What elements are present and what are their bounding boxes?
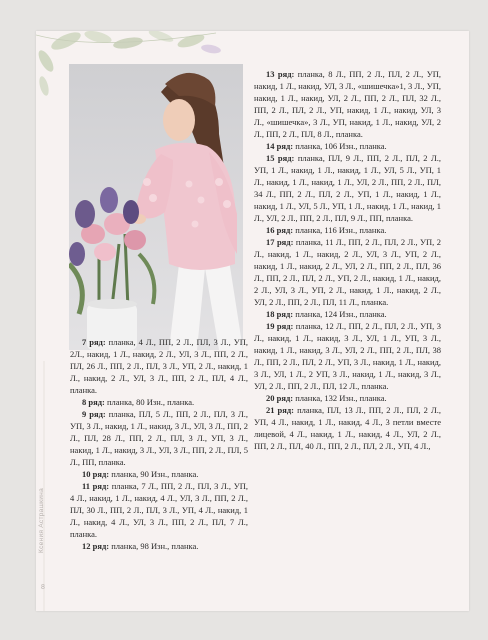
row-text: планка, 98 Изн., планка. xyxy=(109,541,199,551)
row-label: 8 ряд: xyxy=(82,397,105,407)
left-text-column xyxy=(70,336,248,552)
row-paragraph xyxy=(254,152,441,224)
author-name: Ксения Астрашкина xyxy=(38,488,45,554)
row-paragraph xyxy=(254,392,441,404)
row-text: планка, 90 Изн., планка. xyxy=(109,469,199,479)
row-label: 12 ряд: xyxy=(82,541,110,551)
row-label: 21 ряд: xyxy=(266,405,295,415)
row-label: 7 ряд: xyxy=(82,337,106,347)
row-paragraph xyxy=(254,308,441,320)
row-text: планка, 132 Изн., планка. xyxy=(293,393,387,403)
row-label: 14 ряд: xyxy=(266,141,294,151)
row-text: планка, 124 Изн., планка. xyxy=(293,309,387,319)
row-paragraph xyxy=(254,320,441,392)
row-text: планка, 106 Изн., планка. xyxy=(293,141,387,151)
row-paragraph xyxy=(254,68,441,140)
row-text: планка, 4 Л., ПП, 2 Л., ПЛ, 3 Л., УП, 2Л., накид, 1 Л., накид, 2 Л., УЛ, 3 Л., ПП, 2 Л., ПЛ, 26 Л., ПП, 2 Л., ПЛ, 3 Л., УП, 2 Л., накид, 1 Л., накид, 2 Л., УЛ, 3 Л., ПП, 2 Л., ПЛ, 4 Л., планка. xyxy=(70,337,248,395)
row-text: планка, 80 Изн., планка. xyxy=(104,397,195,407)
row-label: 11 ряд: xyxy=(82,481,110,491)
row-text: планка, 8 Л., ПП, 2 Л., ПЛ, 2 Л., УП, накид, 1 Л., накид, УЛ, 3 Л., «шишечка»1, 3 Л., УП, накид, 1 Л., накид, УЛ, 2 Л., ПП, 2 Л., ПЛ, 32 Л., ПП, 2 Л., ПЛ, 2 Л., УП, накид, 1 Л., накид, УЛ, 3 Л., «шишечка», 3 Л., УП, накид, 1 Л., накид, УЛ, 2 Л., ПП, 2 Л., ПЛ, 8 Л., планка. xyxy=(254,69,441,139)
row-paragraph xyxy=(70,540,248,552)
row-paragraph xyxy=(254,140,441,152)
row-text: планка, ПЛ, 9 Л., ПП, 2 Л., ПЛ, 2 Л., УП, 1 Л., накид, 1 Л., накид, 1 Л., УЛ, 5 Л., УП, 1 Л., накид, 1 Л., накид, 1 Л., УЛ, 2 Л., ПП, 2 Л., ПЛ, 34 Л., ПП, 2 Л., ПЛ, 2 Л., УП, 1 Л., накид, 1 Л., накид, 1 Л., УЛ, 5 Л., УП, 1 Л., накид, 1 Л., накид, 1 Л., УЛ, 2 Л., ПП, 2 Л., ПЛ, 9 Л., ПП, планка. xyxy=(254,153,441,223)
row-label: 19 ряд: xyxy=(266,321,294,331)
row-label: 10 ряд: xyxy=(82,469,110,479)
row-label: 13 ряд: xyxy=(266,69,295,79)
row-label: 15 ряд: xyxy=(266,153,295,163)
row-paragraph xyxy=(70,396,248,408)
row-paragraph xyxy=(70,480,248,540)
row-text: планка, 12 Л., ПП, 2 Л., ПЛ, 2 Л., УП, 3 Л., накид, 1 Л., накид, 3 Л., УЛ, 1 Л., УП, 3 Л., накид, 1 Л., накид, 3 Л., УЛ, 2 Л., ПП, 2 Л., ПЛ, 38 Л., ПП, 2 Л., ПЛ, 2 Л., УП, 3 Л., накид, 1 Л., накид, 3 Л., УЛ, 1 Л., 2 УП, 3 Л., накид, 1 Л., накид, 3 Л., УЛ, 2 Л., ПП, 2 Л., ПЛ, 12 Л., планка. xyxy=(254,321,441,391)
right-text-column xyxy=(254,68,441,452)
row-paragraph xyxy=(254,404,441,452)
row-text: планка, 116 Изн., планка. xyxy=(293,225,387,235)
page-number: 8 xyxy=(41,584,45,591)
row-text: планка, ПЛ, 13 Л., ПП, 2 Л., ПЛ, 2 Л., УП, 4 Л., накид, 1 Л., накид, 4 Л., 3 петли вместе лицевой, 4 Л., накид, 1 Л., накид, 4 Л., УЛ, 2 Л., ПП, 2 Л., ПЛ, 40 Л., ПП, 2 Л., ПЛ, 2 Л., УП, 4 Л., xyxy=(254,405,441,451)
row-label: 20 ряд: xyxy=(266,393,294,403)
row-label: 16 ряд: xyxy=(266,225,294,235)
row-label: 18 ряд: xyxy=(266,309,294,319)
girl-with-flowers-photo xyxy=(69,64,243,350)
row-text: планка, 11 Л., ПП, 2 Л., ПЛ, 2 Л., УП, 2 Л., накид, 1 Л., накид, 2 Л., УЛ, 3 Л., УП, 2 Л., накид, 1 Л., накид, 2 Л., УЛ, 2 Л., ПП, 2 Л., ПЛ, 36 Л., ПП, 2 Л., ПЛ, 2 Л., УП, 2 Л., накид, 1 Л., накид, 2 Л., УЛ, 3 Л., УП, 2 Л., накид, 1 Л., накид, 2 Л., УЛ, 2 Л., ПП, 2 Л., ПЛ, 11 Л., планка. xyxy=(254,237,441,307)
row-paragraph xyxy=(70,468,248,480)
row-label: 17 ряд: xyxy=(266,237,294,247)
row-paragraph xyxy=(254,236,441,308)
row-label: 9 ряд: xyxy=(82,409,106,419)
row-paragraph xyxy=(70,408,248,468)
book-page xyxy=(36,31,469,611)
row-text: планка, ПЛ, 5 Л., ПП, 2 Л., ПЛ, 3 Л., УП, 3 Л., накид, 1 Л., накид, 3 Л., УЛ, 3 Л., ПП, 2 Л., ПЛ, 28 Л., ПП, 2 Л., ПЛ, 3 Л., УП, 3 Л., накид, 1 Л., накид, 3 Л., УЛ, 3 Л., ПП, 2 Л., ПЛ, 5 Л., ПП, планка. xyxy=(70,409,248,467)
row-text: планка, 7 Л., ПП, 2 Л., ПЛ, 3 Л., УП, 4 Л., накид, 1 Л., накид, 4 Л., УЛ, 3 Л., ПП, 2 Л., ПЛ, 30 Л., ПП, 2 Л., ПЛ, 3 Л., УП, 4 Л., накид, 1 Л., накид, 4 Л., УЛ, 3 Л., ПП, 2 Л., ПЛ, 7 Л., планка. xyxy=(70,481,248,539)
row-paragraph xyxy=(70,336,248,396)
row-paragraph xyxy=(254,224,441,236)
